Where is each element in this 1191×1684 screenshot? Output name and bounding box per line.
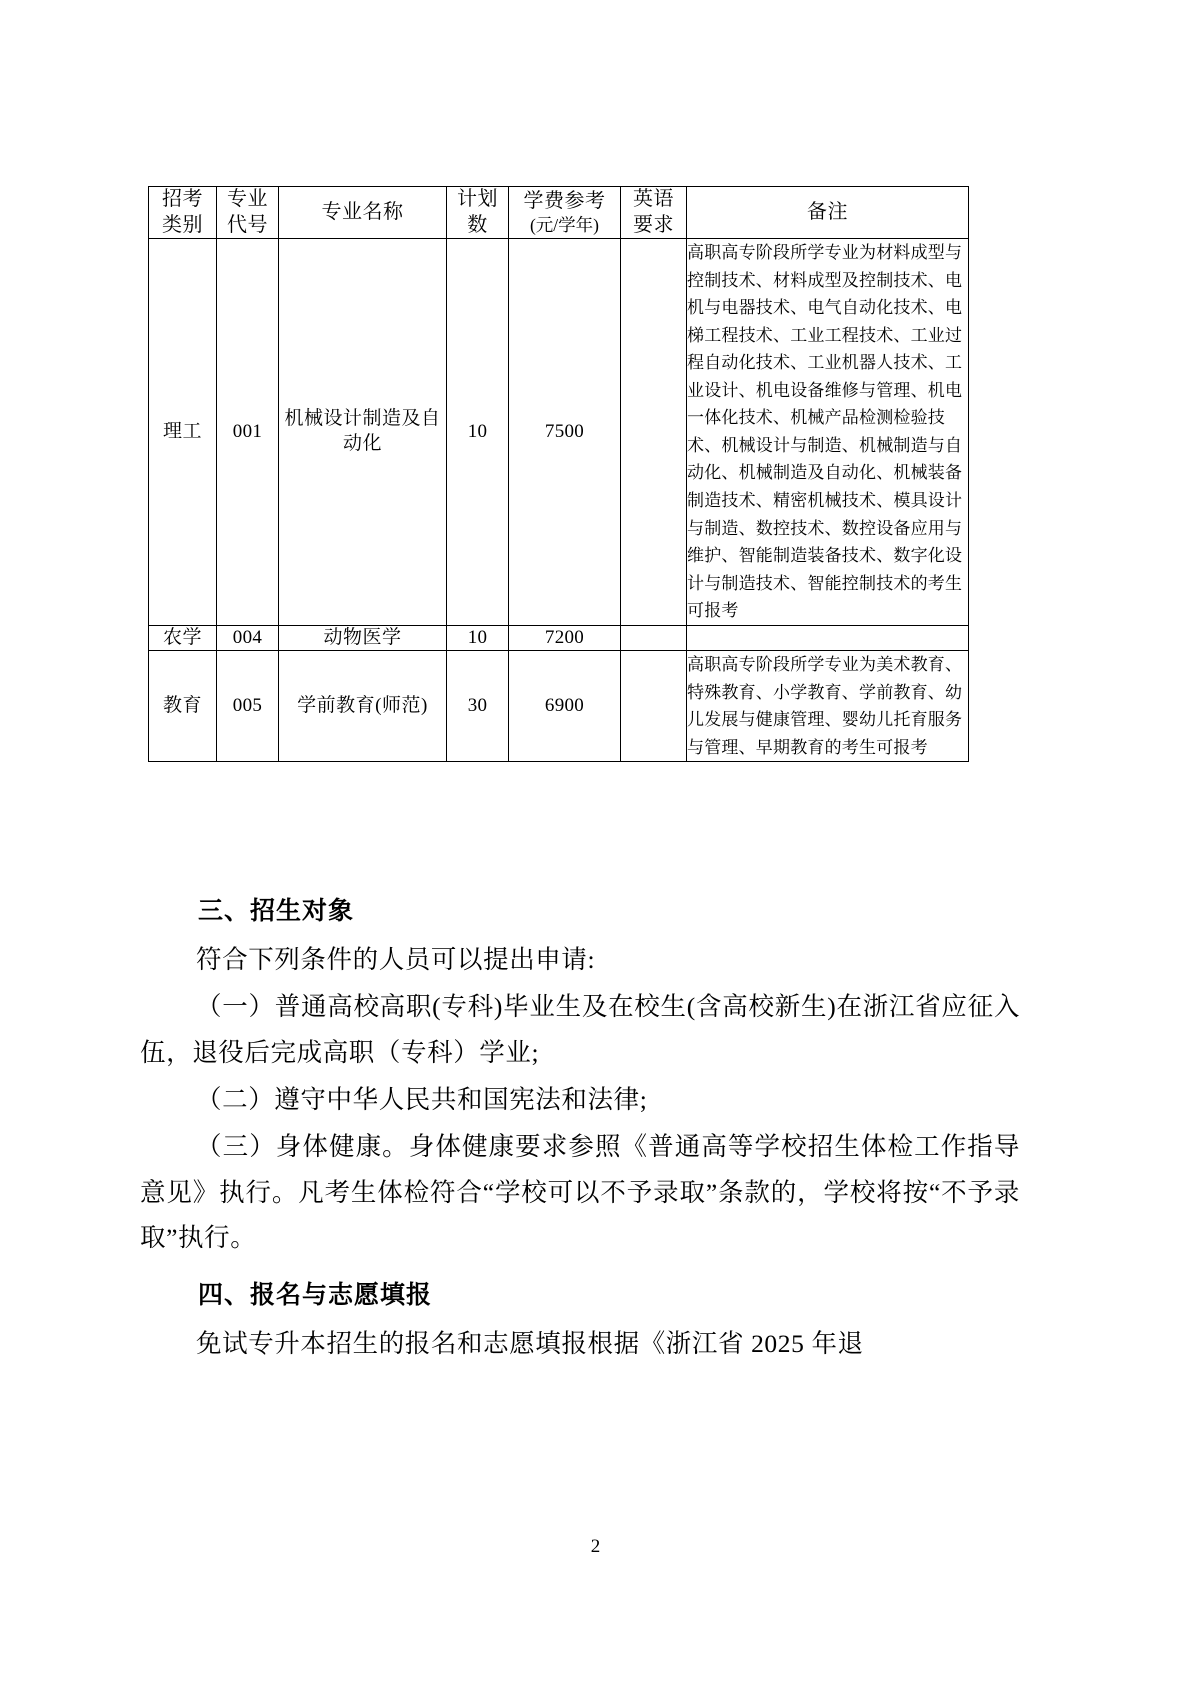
header-category-line1: 招考 [162, 188, 203, 210]
section-heading-four: 四、报名与志愿填报 [198, 1280, 433, 1310]
header-english-line2: 要求 [633, 213, 674, 236]
paragraph-registration: 免试专升本招生的报名和志愿填报根据《浙江省 2025 年退 [196, 1329, 864, 1359]
header-category [149, 187, 217, 239]
document-body [140, 876, 1020, 1369]
row-category: 农学 [149, 625, 217, 651]
row-tuition-fee: 7500 [509, 239, 621, 625]
row-tuition-fee: 7200 [509, 625, 621, 651]
header-plan-line2: 数 [467, 213, 488, 236]
header-major-code [217, 187, 279, 239]
row-plan-count: 10 [447, 239, 509, 625]
header-english-requirement [621, 187, 687, 239]
header-fee-line2: (元/学年) [529, 215, 600, 236]
header-english-line1: 英语 [633, 188, 674, 210]
row-major-name: 学前教育(师范) [279, 651, 447, 762]
table-row [149, 651, 969, 762]
row-english-requirement [621, 651, 687, 762]
paragraph-intro: 符合下列条件的人员可以提出申请: [196, 944, 596, 974]
header-remark: 备注 [687, 187, 969, 239]
paragraph-condition-three: （三）身体健康。身体健康要求参照《普通高等学校招生体检工作指导意见》执行。凡考生体检符合“学校可以不予录取”条款的，学校将按“不予录取”执行。 [140, 1132, 1020, 1252]
paragraph-condition-two: （二）遵守中华人民共和国宪法和法律; [196, 1084, 648, 1114]
header-code-line2: 代号 [227, 213, 268, 236]
row-remark [687, 625, 969, 651]
row-major-code: 001 [217, 239, 279, 625]
row-plan-count: 10 [447, 625, 509, 651]
row-plan-count: 30 [447, 651, 509, 762]
row-major-name: 机械设计制造及自动化 [279, 239, 447, 625]
header-tuition-fee [509, 187, 621, 239]
row-remark: 高职高专阶段所学专业为美术教育、特殊教育、小学教育、学前教育、幼儿发展与健康管理、婴幼儿托育服务与管理、早期教育的考生可报考 [687, 651, 969, 762]
header-code-line1: 专业 [227, 188, 268, 210]
page-number: 2 [590, 1536, 601, 1557]
paragraph-condition-one: （一）普通高校高职(专科)毕业生及在校生(含高校新生)在浙江省应征入伍，退役后完成高职（专科）学业; [140, 992, 1020, 1067]
header-fee-line1: 学费参考 [523, 189, 606, 212]
section-heading-three: 三、招生对象 [198, 896, 355, 925]
row-english-requirement [621, 239, 687, 625]
row-tuition-fee: 6900 [509, 651, 621, 762]
header-plan-line1: 计划 [457, 188, 498, 210]
header-major-name: 专业名称 [279, 187, 447, 239]
row-remark: 高职高专阶段所学专业为材料成型与控制技术、材料成型及控制技术、电机与电器技术、电气自动化技术、电梯工程技术、工业工程技术、工业过程自动化技术、工业机器人技术、工业设计、机电设备维修与管理、机电一体化技术、机械产品检测检验技术、机械设计与制造、机械制造与自动化、机械制造及自动化、机械装备制造技术、精密机械技术、模具设计与制造、数控技术、数控设备应用与维护、智能制造装备技术、数字化设计与制造技术、智能控制技术的考生可报考 [687, 239, 969, 625]
row-major-code: 004 [217, 625, 279, 651]
row-category: 理工 [149, 239, 217, 625]
row-major-code: 005 [217, 651, 279, 762]
header-category-line2: 类别 [162, 213, 203, 236]
row-major-name: 动物医学 [279, 625, 447, 651]
enrollment-plan-table [148, 186, 969, 762]
table-row [149, 625, 969, 651]
header-plan-count [447, 187, 509, 239]
row-english-requirement [621, 625, 687, 651]
table-row [149, 239, 969, 625]
table-header-row [149, 187, 969, 239]
row-category: 教育 [149, 651, 217, 762]
